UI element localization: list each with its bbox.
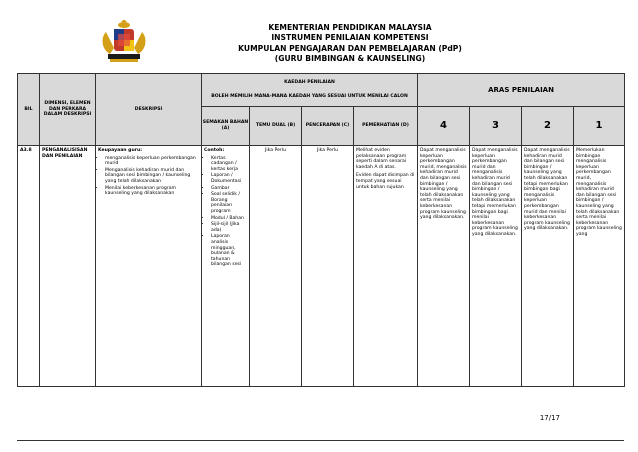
row-dimensi: PENGANALISISAN DAN PENILAIAN	[40, 146, 96, 387]
row-temu-dual: Jika Perlu	[250, 146, 302, 387]
row-bil: A3.8	[18, 146, 40, 387]
malaysia-coat-of-arms-logo	[98, 20, 150, 64]
row-pemerhatian	[354, 146, 418, 387]
title-instrument: INSTRUMEN PENILAIAN KOMPETENSI	[271, 33, 429, 43]
footer-divider	[17, 440, 624, 441]
page-number: 17/17	[539, 414, 560, 422]
header-pencerapan: PENCERAPAN (C)	[302, 107, 354, 146]
row-semakan-bahan	[202, 146, 250, 387]
header-level-3: 3	[470, 107, 522, 146]
header-deskripsi: DESKRIPSI	[96, 74, 202, 146]
d-paragraph-2: Eviden dapat disimpan di tempat yang sesuai untuk bahan rujukan	[356, 173, 415, 190]
header-kaedah	[202, 74, 418, 107]
table-row	[18, 146, 625, 387]
list-item: • Menilai keberkesanan program kaunseling yang dilaksanakan	[105, 186, 199, 197]
header-semakan-bahan: SEMAKAN BAHAN (A)	[202, 107, 250, 146]
row-level-2: Dapat menganalisis kehadiran murid dan bilangan sesi bimbingan / kaunseling yang telah dilaksanakan tetapi memerlukan bimbingan bagi menganalisis keperluan perkembangan murid dan menilai keberkesanan program kaunseling yang dilaksanakan.	[522, 146, 574, 387]
deskripsi-list	[98, 156, 199, 197]
title-ministry: KEMENTERIAN PENDIDIKAN MALAYSIA	[268, 23, 432, 32]
header-level-1: 1	[574, 107, 625, 146]
row-level-4: Dapat menganalisis keperluan perkembangan murid, menganalisis kehadiran murid dan bilangan sesi bimbingan / kaunseling yang telah dilaksanakan serta menilai keberkesanan program kaunseling yang dilaksanakan.	[418, 146, 470, 387]
document-title-block	[150, 23, 550, 65]
header-level-4: 4	[418, 107, 470, 146]
a-intro: Contoh:	[204, 148, 225, 153]
title-subject: (GURU BIMBINGAN & KAUNSELING)	[274, 54, 426, 64]
list-item: • Modul / Bahan	[211, 216, 247, 222]
row-level-1: Memerlukan bimbingan menganalisis keperluan perkembangan murid, menganalisis kehadiran murid dan bilangan sesi bimbingan / kaunseling yang telah dilaksanakan serta menilai keberkesanan program kaunseling yang	[574, 146, 625, 387]
list-item: • menganalisis keperluan perkembangan murid	[105, 156, 199, 167]
kaedah-title: KAEDAH PENILAIAN	[284, 80, 335, 86]
row-deskripsi	[96, 146, 202, 387]
deskripsi-intro: Keupayaan guru:	[98, 148, 143, 153]
header-bil: BIL	[18, 74, 40, 146]
list-item: • Sijil-sijil (Jika ada)	[211, 222, 247, 233]
list-item: • Kertas cadangan / kertas kerja	[211, 156, 247, 173]
header-pemerhatian: PEMERHATIAN (D)	[354, 107, 418, 146]
kaedah-note: BOLEH MEMILIH MANA-MANA KAEDAH YANG SESUAI UNTUK MENILAI CALON	[211, 94, 408, 99]
row-pencerapan: Jika Perlu	[302, 146, 354, 387]
header-level-2: 2	[522, 107, 574, 146]
list-item: • Soal selidik / Borang penilaian program	[211, 192, 247, 214]
header-dimensi: DIMENSI, ELEMEN DAN PERKARA DALAM DESKRIPSI	[40, 74, 96, 146]
d-paragraph-1: Melihat eviden pelaksanaan program seperti dalam senarai kaedah A di atas.	[356, 148, 407, 170]
row-level-3: Dapat menganalisis keperluan perkembangan murid dan menganalisis kehadiran murid dan bilangan sesi bimbingan / kaunseling yang telah dilaksanakan tetapi memerlukan bimbingan bagi menilai keberkesanan program kaunseling yang dilaksanakan.	[470, 146, 522, 387]
list-item: • Laporan / Dokumentasi	[211, 173, 247, 184]
assessment-table	[17, 73, 625, 387]
list-item: • Menganalisis kehadiran murid dan bilangan sesi bimbingan / kaunseling yang telah dilaksanakan	[105, 168, 199, 185]
header-temu-dual: TEMU DUAL (B)	[250, 107, 302, 146]
title-group: KUMPULAN PENGAJARAN DAN PEMBELAJARAN (PdP)	[238, 43, 462, 53]
a-list	[204, 156, 247, 268]
list-item: • Laporan analisis mingguan, bulanan & tahunan bilangan sesi	[211, 234, 247, 268]
header-aras: ARAS PENILAIAN	[418, 74, 625, 107]
list-item: • Gambar	[211, 186, 247, 192]
